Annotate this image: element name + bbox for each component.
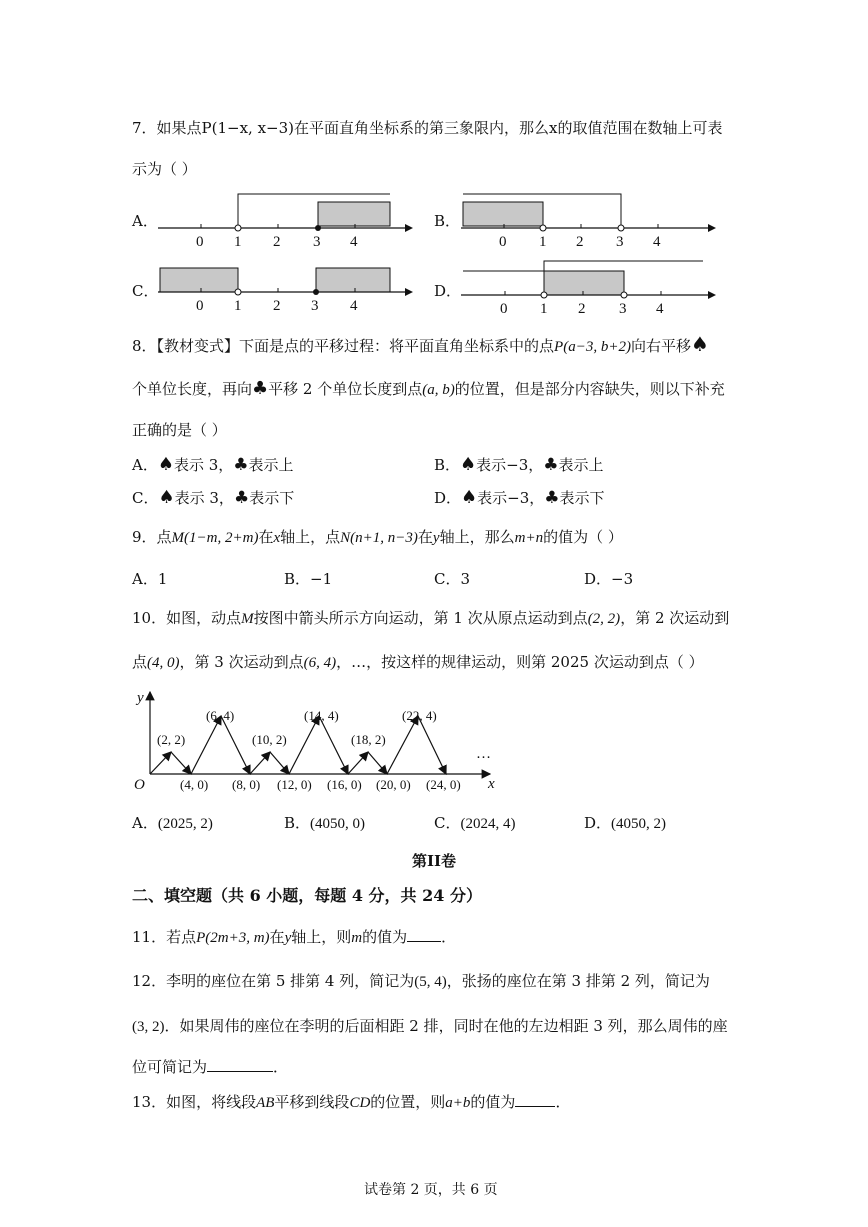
q7-option-c-numberline xyxy=(155,256,415,318)
q7-line2: 示为（ ） xyxy=(132,160,197,178)
point-label: (6, 4) xyxy=(206,708,235,723)
point-label: (8, 0) xyxy=(232,777,261,792)
tick-label: 1 xyxy=(539,234,547,250)
answer-blank[interactable] xyxy=(407,927,441,942)
tick-label: 4 xyxy=(656,301,664,317)
point-label: (4, 0) xyxy=(180,777,209,792)
club-icon: ♣ xyxy=(544,488,560,508)
page-footer: 试卷第 2 页，共 6 页 xyxy=(364,1182,498,1198)
tick-label: 0 xyxy=(196,298,204,314)
tick-label: 1 xyxy=(234,298,242,314)
q8-option-d: D．♠表示−3，♣表示下 xyxy=(434,487,605,508)
q7-option-a-numberline xyxy=(155,188,415,250)
q7-option-b-numberline xyxy=(458,188,718,250)
q10-option-d: D．(4050, 2) xyxy=(584,814,667,832)
y-axis-label: y xyxy=(137,690,144,706)
tick-label: 3 xyxy=(619,301,627,317)
q8-line2: 个单位长度，再向♣平移 2 个单位长度到点(a, b)的位置，但是部分内容缺失，则以下补充 xyxy=(132,378,725,399)
tick-label: 2 xyxy=(273,234,281,250)
spade-icon: ♠ xyxy=(158,487,175,508)
point-label: (10, 2) xyxy=(252,732,287,747)
q10-line2: 点(4, 0)，第 3 次运动到点(6, 4)，…，按这样的规律运动，则第 2025 次运动到点（ ） xyxy=(132,653,704,671)
tick-label: 3 xyxy=(311,298,319,314)
origin-label: O xyxy=(134,777,145,793)
point-label: (12, 0) xyxy=(277,777,312,792)
q13-text: 13．如图，将线段AB平移到线段CD的位置，则a+b的值为 ． xyxy=(132,1093,571,1111)
spade-icon: ♠ xyxy=(461,487,478,508)
q7-option-b-letter: B． xyxy=(434,212,461,230)
tick-label: 1 xyxy=(540,301,548,317)
q7-option-a-letter: A． xyxy=(132,212,158,230)
q9-option-b: B．−1 xyxy=(284,570,333,588)
q10-option-c: C．(2024, 4) xyxy=(434,814,516,832)
zigzag-path xyxy=(150,716,446,774)
section-title: 第II卷 xyxy=(412,852,457,870)
club-icon: ♣ xyxy=(233,488,250,508)
q12-line1: 12．李明的座位在第 5 排第 4 列，简记为(5, 4)，张扬的座位在第 3 排第 2 列，简记为 xyxy=(132,972,710,990)
q8-option-c: C．♠表示 3，♣表示下 xyxy=(132,487,295,508)
club-icon: ♣ xyxy=(233,455,249,475)
point-label: (20, 0) xyxy=(376,777,411,792)
answer-blank[interactable] xyxy=(207,1057,273,1072)
tick-label: 1 xyxy=(234,234,242,250)
q7-option-c-letter: C． xyxy=(132,282,159,300)
part2-heading: 二、填空题（共 6 小题，每题 4 分，共 24 分） xyxy=(132,886,482,905)
tick-label: 3 xyxy=(616,234,624,250)
tick-label: 2 xyxy=(578,301,586,317)
q12-line3: 位可简记为 ． xyxy=(132,1058,289,1076)
q9-option-d: D．−3 xyxy=(584,570,634,588)
spade-icon: ♠ xyxy=(157,454,174,475)
q8-line1: 8．【教材变式】下面是点的平移过程：将平面直角坐标系中的点P(a−3, b+2)向右平移♠ xyxy=(132,332,709,356)
spade-icon: ♠ xyxy=(460,454,477,475)
q9-text: 9．点M(1−m, 2+m)在x轴上，点N(n+1, n−3)在y轴上，那么m+n的值为（ ） xyxy=(132,528,623,546)
tick-label: 0 xyxy=(499,234,507,250)
q10-line1: 10．如图，动点M按图中箭头所示方向运动，第 1 次从原点运动到点(2, 2)，第 2 次运动到 xyxy=(132,609,730,627)
tick-label: 2 xyxy=(273,298,281,314)
point-label: (24, 0) xyxy=(426,777,461,792)
q11-text: 11．若点P(2m+3, m)在y轴上，则m的值为 ． xyxy=(132,928,457,946)
q7-option-d-numberline xyxy=(458,256,718,318)
q10-option-a: A．(2025, 2) xyxy=(132,814,213,832)
club-icon: ♣ xyxy=(252,378,269,399)
point-label: (16, 0) xyxy=(327,777,362,792)
q7-option-d-letter: D． xyxy=(434,282,462,300)
q8-line3: 正确的是（ ） xyxy=(132,421,227,439)
tick-label: 4 xyxy=(653,234,661,250)
answer-blank[interactable] xyxy=(515,1092,555,1107)
club-icon: ♣ xyxy=(543,455,559,475)
tick-label: 4 xyxy=(350,298,358,314)
x-axis-label: x xyxy=(488,776,495,792)
point-label: (2, 2) xyxy=(157,732,186,747)
point-label: (22, 4) xyxy=(402,708,437,723)
q12-line2: (3, 2)．如果周伟的座位在李明的后面相距 2 排，同时在他的左边相距 3 列，那么周伟的座 xyxy=(132,1017,728,1035)
q8-option-b: B．♠表示−3，♣表示上 xyxy=(434,454,604,475)
point-label: (18, 2) xyxy=(351,732,386,747)
ellipsis: … xyxy=(476,746,491,762)
q10-zigzag-figure xyxy=(128,686,508,798)
tick-label: 0 xyxy=(196,234,204,250)
tick-label: 2 xyxy=(576,234,584,250)
q10-option-b: B．(4050, 0) xyxy=(284,814,366,832)
tick-label: 0 xyxy=(500,301,508,317)
point-label: (14, 4) xyxy=(304,708,339,723)
tick-label: 4 xyxy=(350,234,358,250)
spade-icon: ♠ xyxy=(690,332,709,356)
q9-option-c: C．3 xyxy=(434,570,471,588)
q7-line1: 7．如果点P(1−x, x−3)在平面直角坐标系的第三象限内，那么x的取值范围在数轴上可表 xyxy=(132,119,723,137)
q8-option-a: A．♠表示 3，♣表示上 xyxy=(132,454,294,475)
q9-option-a: A．1 xyxy=(132,570,168,588)
tick-label: 3 xyxy=(313,234,321,250)
